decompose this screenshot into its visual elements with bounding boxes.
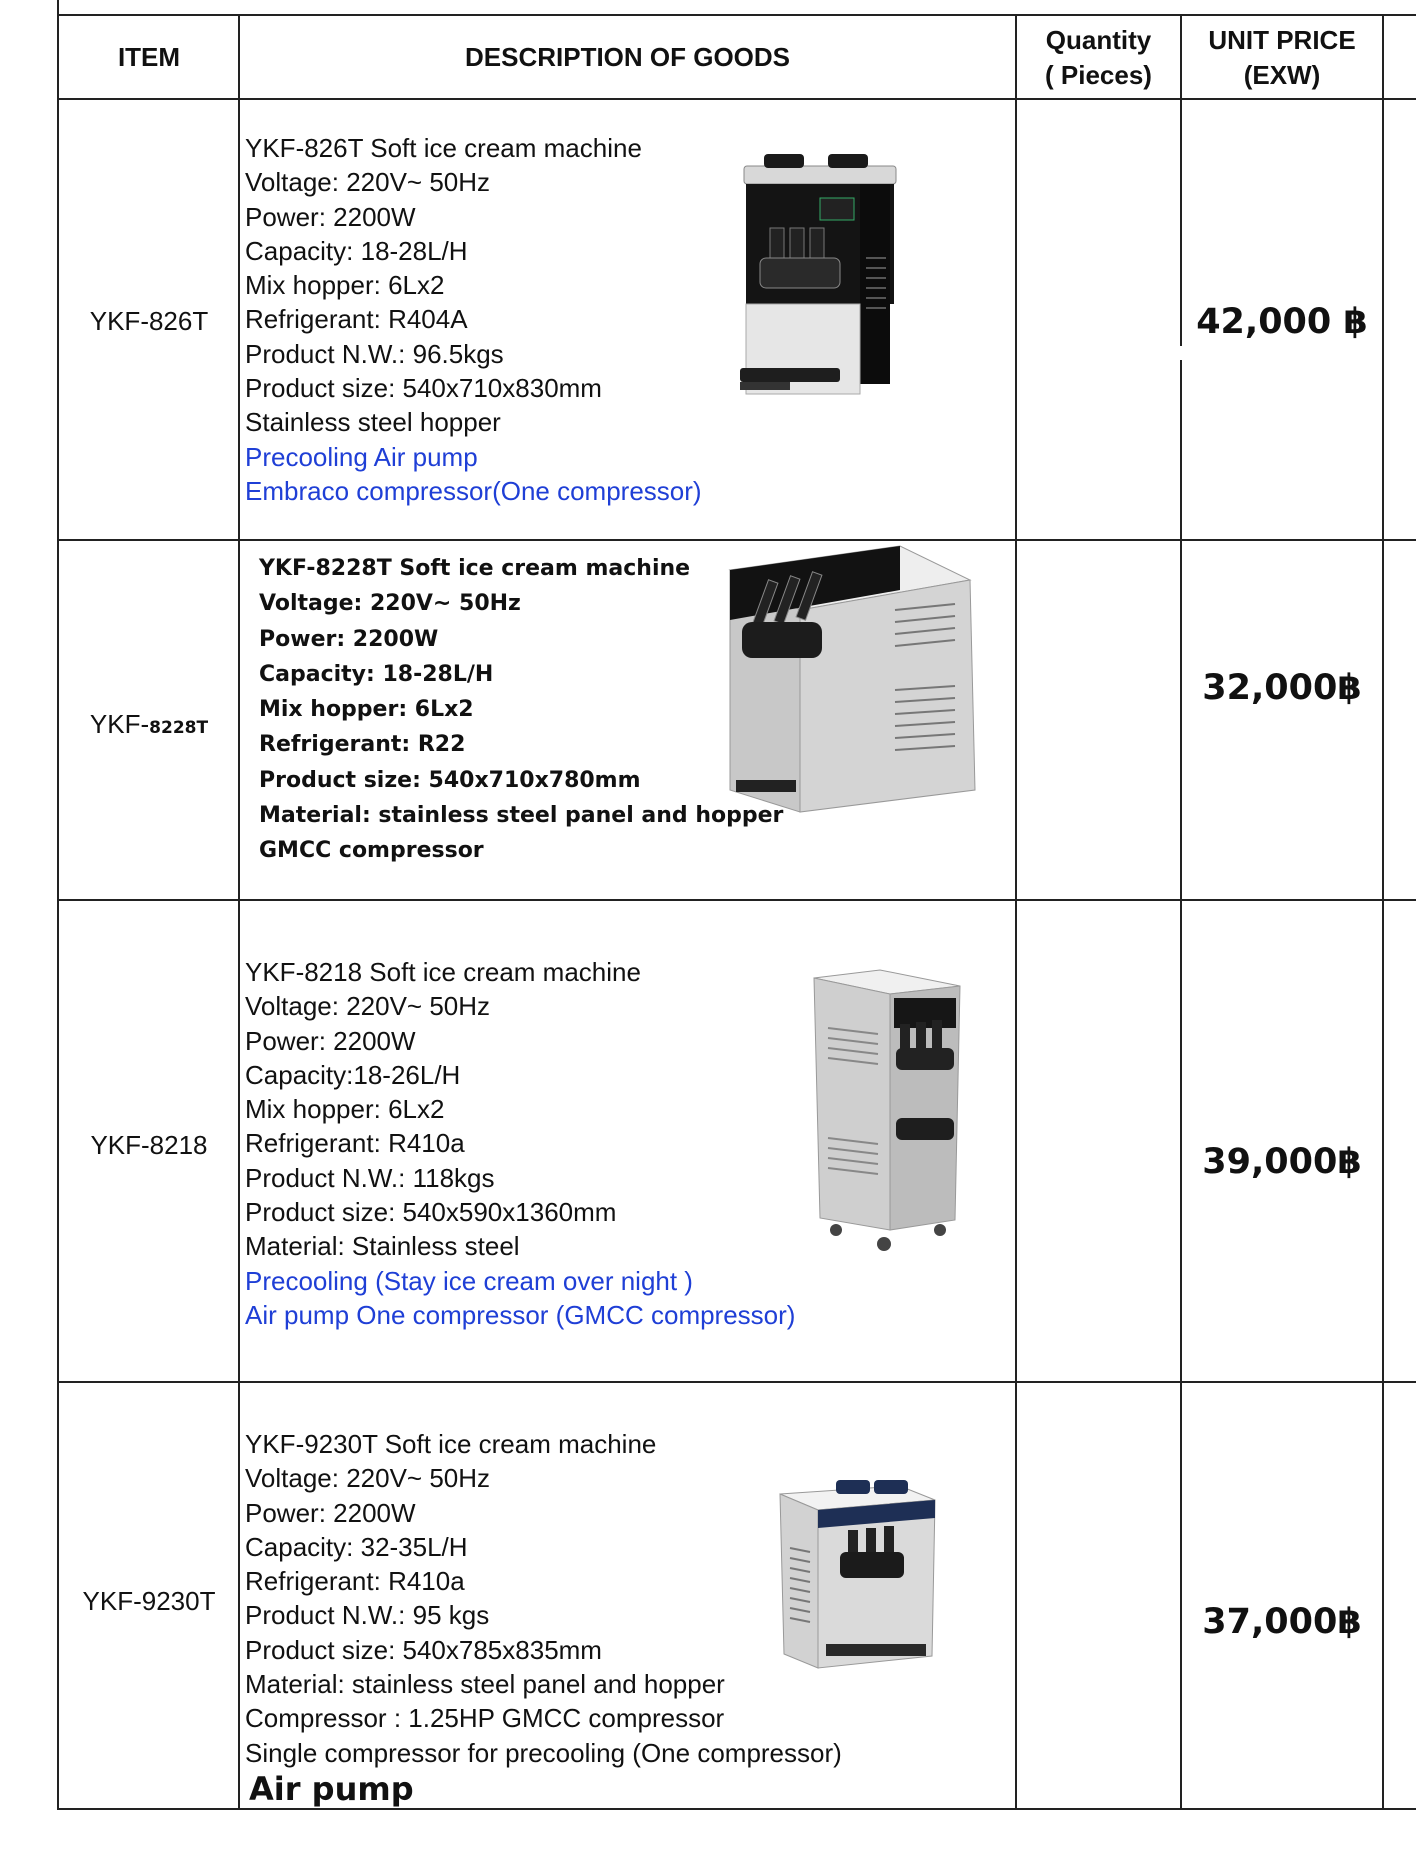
description	[245, 1427, 842, 1808]
desc-line: Material: stainless steel panel and hopper	[259, 803, 784, 829]
col-divider-desc	[1015, 14, 1017, 1810]
item-code: YKF-9230T	[82, 1586, 216, 1616]
desc-line: Capacity: 18-28L/H	[245, 235, 468, 266]
desc-line: Voltage: 220V~ 50Hz	[245, 167, 491, 198]
desc-line: Voltage: 220V~ 50Hz	[245, 991, 491, 1022]
description	[259, 551, 783, 869]
item-code-suffix: 8228T	[149, 718, 209, 738]
header-description: DESCRIPTION OF GOODS	[464, 42, 791, 72]
desc-line: Product size: 540x710x780mm	[259, 767, 641, 793]
col-divider-item	[238, 14, 240, 1810]
desc-highlight-line: Embraco compressor(One compressor)	[245, 475, 702, 506]
desc-line: Voltage: 220V~ 50Hz	[259, 591, 521, 617]
desc-highlight-line: Precooling Air pump	[245, 441, 478, 472]
header-quantity-line2: ( Pieces)	[1045, 60, 1152, 90]
desc-line: Refrigerant: R410a	[245, 1566, 465, 1597]
header-quantity-line1: Quantity	[1045, 25, 1152, 55]
desc-bold-line: Air pump	[249, 1769, 414, 1808]
desc-line: Capacity: 18-28L/H	[259, 661, 494, 687]
desc-line: Power: 2200W	[245, 1497, 416, 1528]
ice-cream-machine-image	[740, 148, 900, 408]
unit-price: 42,000 ฿	[1196, 302, 1368, 342]
desc-line: Product N.W.: 95 kgs	[245, 1600, 490, 1631]
desc-line: GMCC compressor	[259, 838, 484, 864]
desc-line: Compressor : 1.25HP GMCC compressor	[245, 1703, 725, 1734]
header-price-line1: UNIT PRICE	[1208, 25, 1356, 55]
desc-line: Voltage: 220V~ 50Hz	[245, 1463, 491, 1494]
row-divider	[57, 98, 1416, 100]
desc-line: YKF-8218 Soft ice cream machine	[245, 957, 641, 987]
desc-line: Power: 2200W	[245, 1025, 416, 1056]
unit-price: 32,000฿	[1202, 668, 1362, 708]
desc-line: Refrigerant: R404A	[245, 304, 468, 335]
col-divider-qty	[1180, 360, 1182, 1810]
col-divider-price	[1382, 14, 1384, 1810]
row-divider	[57, 14, 1416, 16]
ice-cream-machine-image	[720, 540, 980, 815]
ice-cream-machine-image	[770, 1478, 940, 1678]
item-code: YKF-826T	[89, 306, 209, 336]
row-divider	[57, 1381, 1416, 1383]
desc-line: Product size: 540x590x1360mm	[245, 1197, 617, 1228]
desc-highlight-line: Precooling (Stay ice cream over night )	[245, 1265, 693, 1296]
desc-line: Mix hopper: 6Lx2	[259, 697, 474, 723]
desc-line: Stainless steel hopper	[245, 407, 501, 438]
desc-line: YKF-8228T Soft ice cream machine	[259, 556, 691, 581]
item-code-prefix: YKF-	[89, 709, 150, 739]
header-price-line2: (EXW)	[1243, 60, 1321, 90]
desc-line: YKF-826T Soft ice cream machine	[245, 133, 642, 163]
item-code: YKF-8218	[90, 1130, 208, 1160]
desc-line: Mix hopper: 6Lx2	[245, 270, 445, 301]
desc-line: Material: Stainless steel	[245, 1231, 520, 1262]
unit-price: 39,000฿	[1202, 1142, 1362, 1182]
description	[245, 955, 795, 1332]
desc-line: Single compressor for precooling (One compressor)	[245, 1737, 842, 1768]
desc-line: Refrigerant: R410a	[245, 1128, 465, 1159]
desc-line: Power: 2200W	[245, 201, 416, 232]
ice-cream-machine-image	[810, 968, 965, 1258]
desc-line: YKF-9230T Soft ice cream machine	[245, 1429, 657, 1459]
item-code	[60, 709, 238, 740]
row-divider	[57, 1808, 1416, 1810]
desc-line: Product N.W.: 118kgs	[245, 1162, 495, 1193]
description	[245, 131, 702, 508]
desc-line: Product N.W.: 96.5kgs	[245, 338, 504, 369]
desc-line: Product size: 540x785x835mm	[245, 1634, 602, 1665]
desc-line: Refrigerant: R22	[259, 732, 466, 758]
desc-highlight-line: Air pump One compressor (GMCC compressor)	[245, 1299, 796, 1330]
desc-line: Material: stainless steel panel and hopper	[245, 1669, 725, 1700]
desc-line: Product size: 540x710x830mm	[245, 373, 602, 404]
header-item: ITEM	[117, 42, 181, 72]
desc-line: Power: 2200W	[259, 626, 439, 652]
header-quantity	[1017, 23, 1180, 93]
desc-line: Capacity: 32-35L/H	[245, 1531, 468, 1562]
desc-line: Capacity:18-26L/H	[245, 1059, 461, 1090]
header-unit-price	[1182, 23, 1382, 93]
row-divider	[57, 899, 1416, 901]
unit-price: 37,000฿	[1202, 1602, 1362, 1642]
desc-line: Mix hopper: 6Lx2	[245, 1094, 445, 1125]
table-border-left	[57, 0, 59, 1810]
